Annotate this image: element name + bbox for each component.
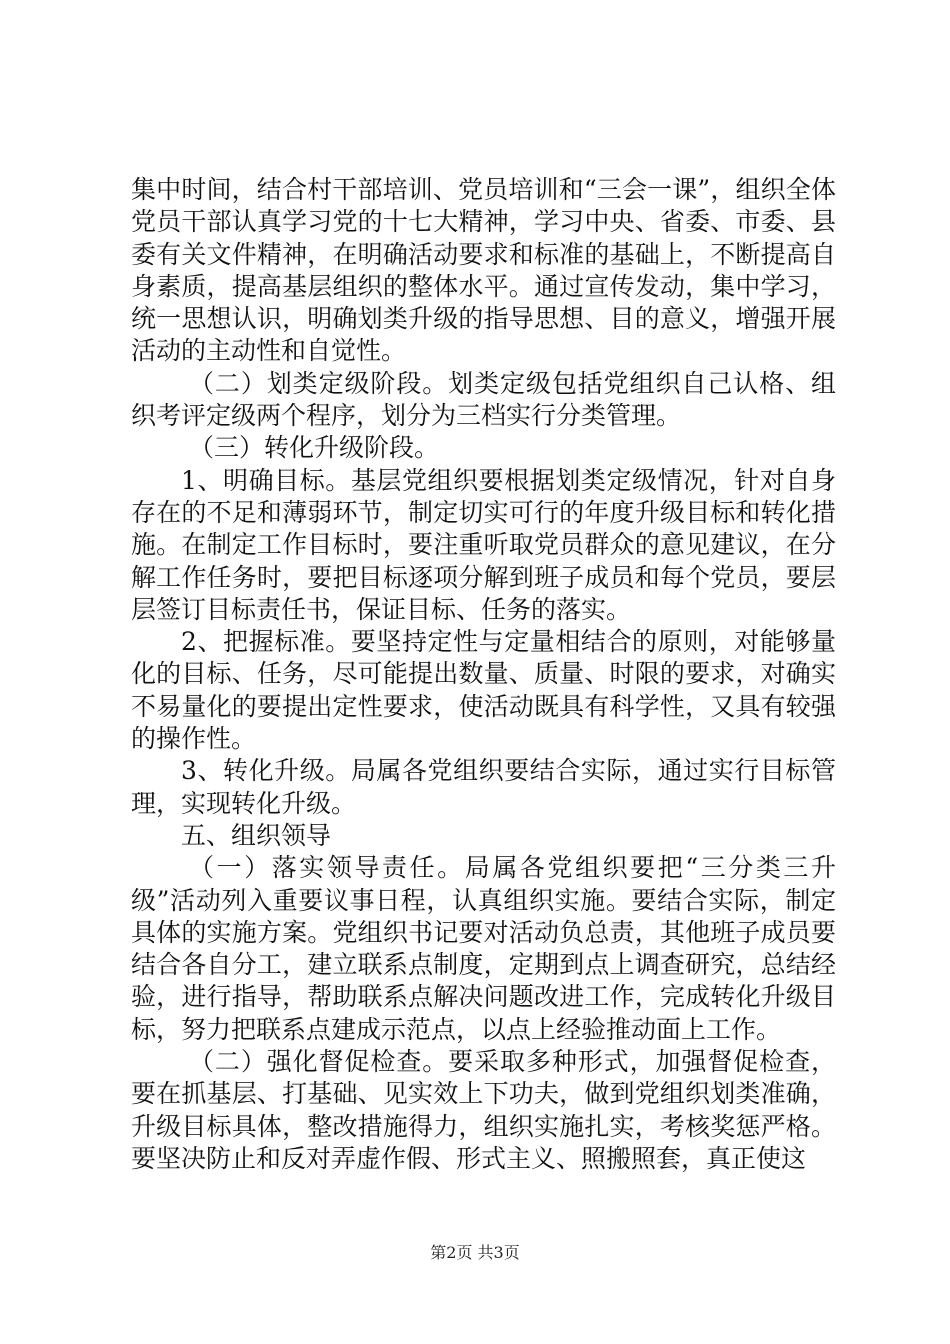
paragraph-study: 集中时间，结合村干部培训、党员培训和“三会一课”，组织全体党员干部认真学习党的十七大精神，学习中央、省委、市委、县委有关文件精神，在明确活动要求和标准的基础上，不断提高自身素质，提高基层组织的整体水平。通过宣传发动，集中学习，统一思想认识，明确划类升级的指导思想、目的意义，增强开展活动的主动性和自觉性。 bbox=[131, 175, 836, 366]
paragraph-classification-stage: （二）划类定级阶段。划类定级包括党组织自己认格、组织考评定级两个程序，划分为三档实行分类管理。 bbox=[131, 368, 836, 431]
paragraph-supervision: （二）强化督促检查。要采取多种形式，加强督促检查，要在抓基层、打基础、见实效上下功夫，做到党组织划类准确，升级目标具体，整改措施得力，组织实施扎实，考核奖惩严格。要坚决防止和反对弄虚作假、形式主义、照搬照套，真正使这 bbox=[131, 1047, 836, 1173]
document-body bbox=[131, 174, 836, 1175]
paragraph-transform-upgrade: 3、转化升级。局属各党组织要结合实际，通过实行目标管理，实现转化升级。 bbox=[131, 756, 836, 818]
paragraph-standards: 2、把握标准。要坚持定性与定量相结合的原则，对能够量化的目标、任务，尽可能提出数量、质量、时限的要求，对确实不易量化的要提出定性要求，使活动既具有科学性，又具有较强的操作性。 bbox=[131, 627, 836, 754]
paragraph-upgrade-stage: （三）转化升级阶段。 bbox=[189, 433, 440, 463]
section-heading-organization: 五、组织领导 bbox=[181, 820, 332, 850]
page-footer: 第2页 共3页 bbox=[430, 1243, 520, 1262]
paragraph-clear-goals: 1、明确目标。基层党组织要根据划类定级情况，针对自身存在的不足和薄弱环节，制定切实可行的年度升级目标和转化措施。在制定工作目标时，要注重听取党员群众的意见建议，在分解工作任务时，要把目标逐项分解到班子成员和每个党员，要层层签订目标责任书，保证目标、任务的落实。 bbox=[131, 465, 836, 624]
paragraph-leadership-responsibility: （一）落实领导责任。局属各党组织要把“三分类三升级”活动列入重要议事日程，认真组织实施。要结合实际，制定具体的实施方案。党组织书记要对活动负总责，其他班子成员要结合各自分工，建立联系点制度，定期到点上调查研究，总结经验，进行指导，帮助联系点解决问题改进工作，完成转化升级目标，努力把联系点建成示范点，以点上经验推动面上工作。 bbox=[131, 853, 836, 1044]
